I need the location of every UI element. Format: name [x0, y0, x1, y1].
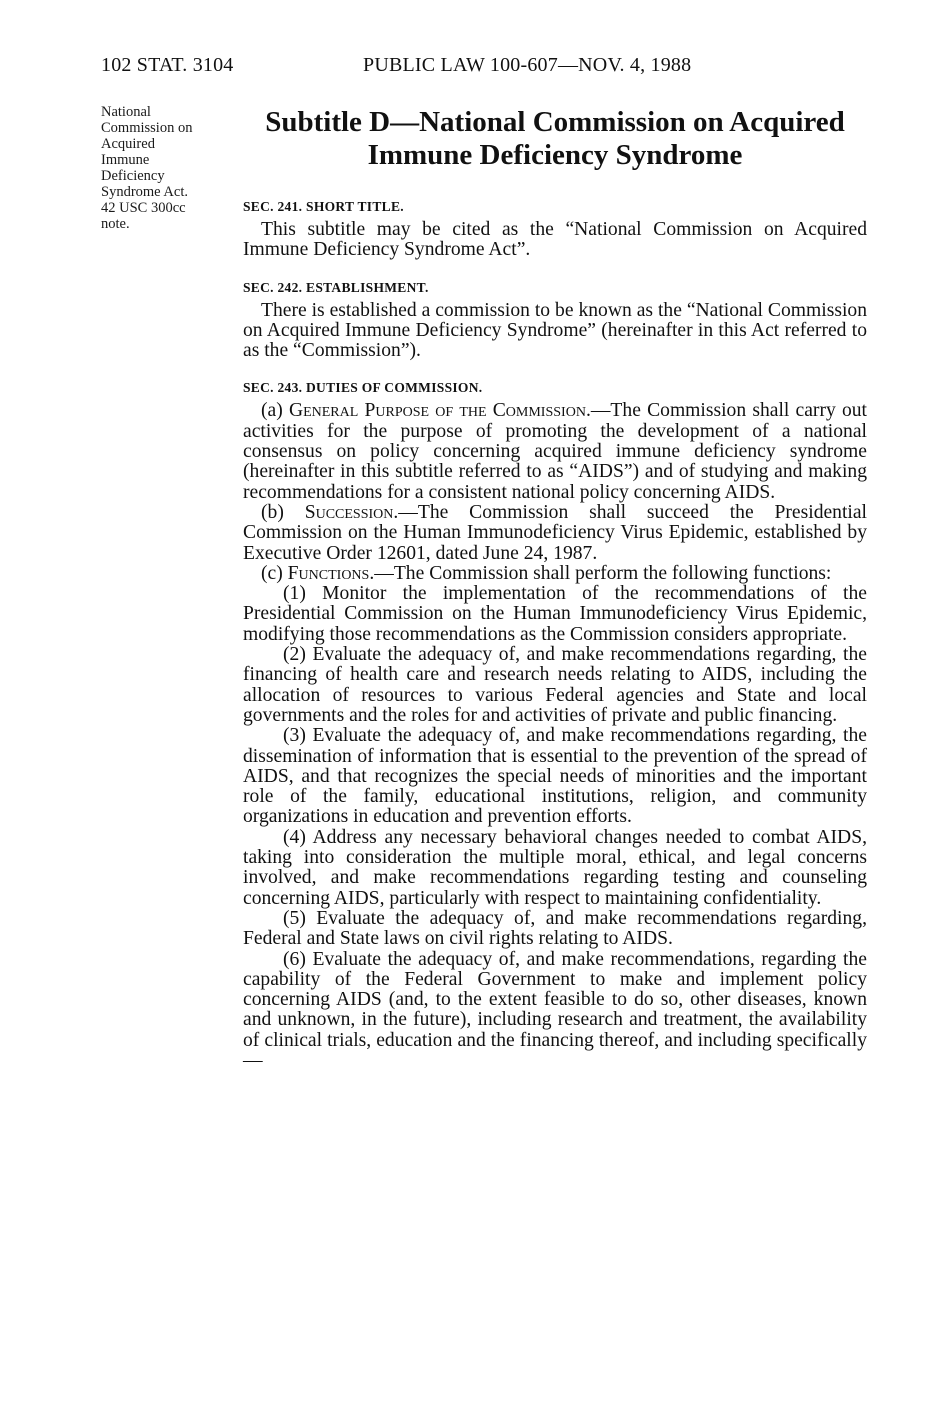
subsection-b	[243, 503, 867, 564]
subsection-b-caption: Succession	[304, 501, 394, 523]
margin-note-line: Deficiency	[101, 168, 165, 184]
subsection-c-text: .—The Commission shall perform the following functions:	[369, 562, 832, 584]
margin-note-line: Commission on	[101, 120, 193, 136]
function-paragraph: (2) Evaluate the adequacy of, and make recommendations regarding, the financing of health care and research needs relating to AIDS, including the allocation of resources to various Federal agencies and State and local governments and the roles for and activities of private and public financing.	[243, 644, 867, 726]
section-241-text: This subtitle may be cited as the “National Commission on Acquired Immune Deficiency Syndrome Act”.	[243, 219, 867, 261]
margin-note-line: Immune	[101, 152, 150, 168]
margin-note-line: Acquired	[101, 136, 155, 152]
margin-note-line: note.	[101, 216, 130, 232]
subtitle-line-2: Immune Deficiency Syndrome	[367, 139, 743, 171]
margin-note-line: National	[101, 104, 151, 120]
function-paragraph: (4) Address any necessary behavioral changes needed to combat AIDS, taking into consideration the multiple moral, ethical, and legal concerns involved, and make recommendations regarding testing and counseling concerning AIDS, particularly with respect to maintaining confidentiality.	[243, 826, 867, 909]
margin-note-line: Syndrome Act.	[101, 184, 188, 200]
subtitle-line-1: Subtitle D—National Commission on Acquired	[265, 106, 845, 138]
subsection-a-lead: (a)	[261, 400, 289, 422]
subsection-a-text: .—The Commission shall carry out activities for the purpose of promoting the development of a national consensus on policy concerning acquired immune deficiency syndrome (hereinafter in this subtitle referred to as “AIDS”) and of studying and making recommendations for a consistent national policy concerning AIDS.	[243, 400, 867, 503]
subtitle-heading	[243, 106, 867, 172]
section-242-text: There is established a commission to be known as the “National Commission on Acquired Immune Deficiency Syndrome” (hereinafter in this Act referred to as the “Commission”).	[243, 299, 867, 362]
margin-note	[101, 104, 241, 232]
subsection-c-lead: (c)	[261, 562, 288, 584]
public-law-citation: PUBLIC LAW 100-607—NOV. 4, 1988	[363, 54, 692, 76]
subsection-c	[243, 564, 867, 584]
function-paragraph: (6) Evaluate the adequacy of, and make recommendations, regarding the capability of the Federal Government to make and implement policy concerning AIDS (and, to the extent feasible to do so, other diseases, known and unknown, in the future), including research and treatment, the availability of clinical trials, education and the financing thereof, and including specifically—	[243, 948, 867, 1071]
subsection-a	[243, 401, 867, 502]
function-paragraph: (3) Evaluate the adequacy of, and make recommendations regarding, the dissemination of information that is essential to the prevention of the spread of AIDS, and that recognizes the special needs of minorities and the important role of the family, educational institutions, religion, and community organizations in education and prevention efforts.	[243, 725, 867, 828]
subsection-b-text: .—The Commission shall succeed the Presidential Commission on the Human Immunodeficiency Virus Epidemic, established by Executive Order 12601, dated June 24, 1987.	[243, 501, 868, 564]
subsection-a-caption: General Purpose of the Commission	[288, 400, 586, 422]
main-text	[243, 106, 867, 1071]
margin-note-line: 42 USC 300cc	[101, 200, 186, 216]
function-paragraph: (1) Monitor the implementation of the recommendations of the Presidential Commission on the Human Immunodeficiency Virus Epidemic, modifying those recommendations as the Commission considers appropriate.	[243, 583, 867, 645]
page-header	[0, 54, 947, 84]
section-241-heading: SEC. 241. SHORT TITLE.	[243, 199, 404, 214]
stat-page-number: 102 STAT. 3104	[101, 54, 234, 76]
function-paragraph: (5) Evaluate the adequacy of, and make recommendations regarding, Federal and State laws on civil rights relating to AIDS.	[243, 907, 867, 950]
section-242-heading: SEC. 242. ESTABLISHMENT.	[243, 279, 429, 295]
subsection-b-lead: (b)	[261, 501, 305, 523]
subsection-c-caption: Functions	[287, 562, 370, 584]
section-243-heading: SEC. 243. DUTIES OF COMMISSION.	[243, 380, 483, 396]
